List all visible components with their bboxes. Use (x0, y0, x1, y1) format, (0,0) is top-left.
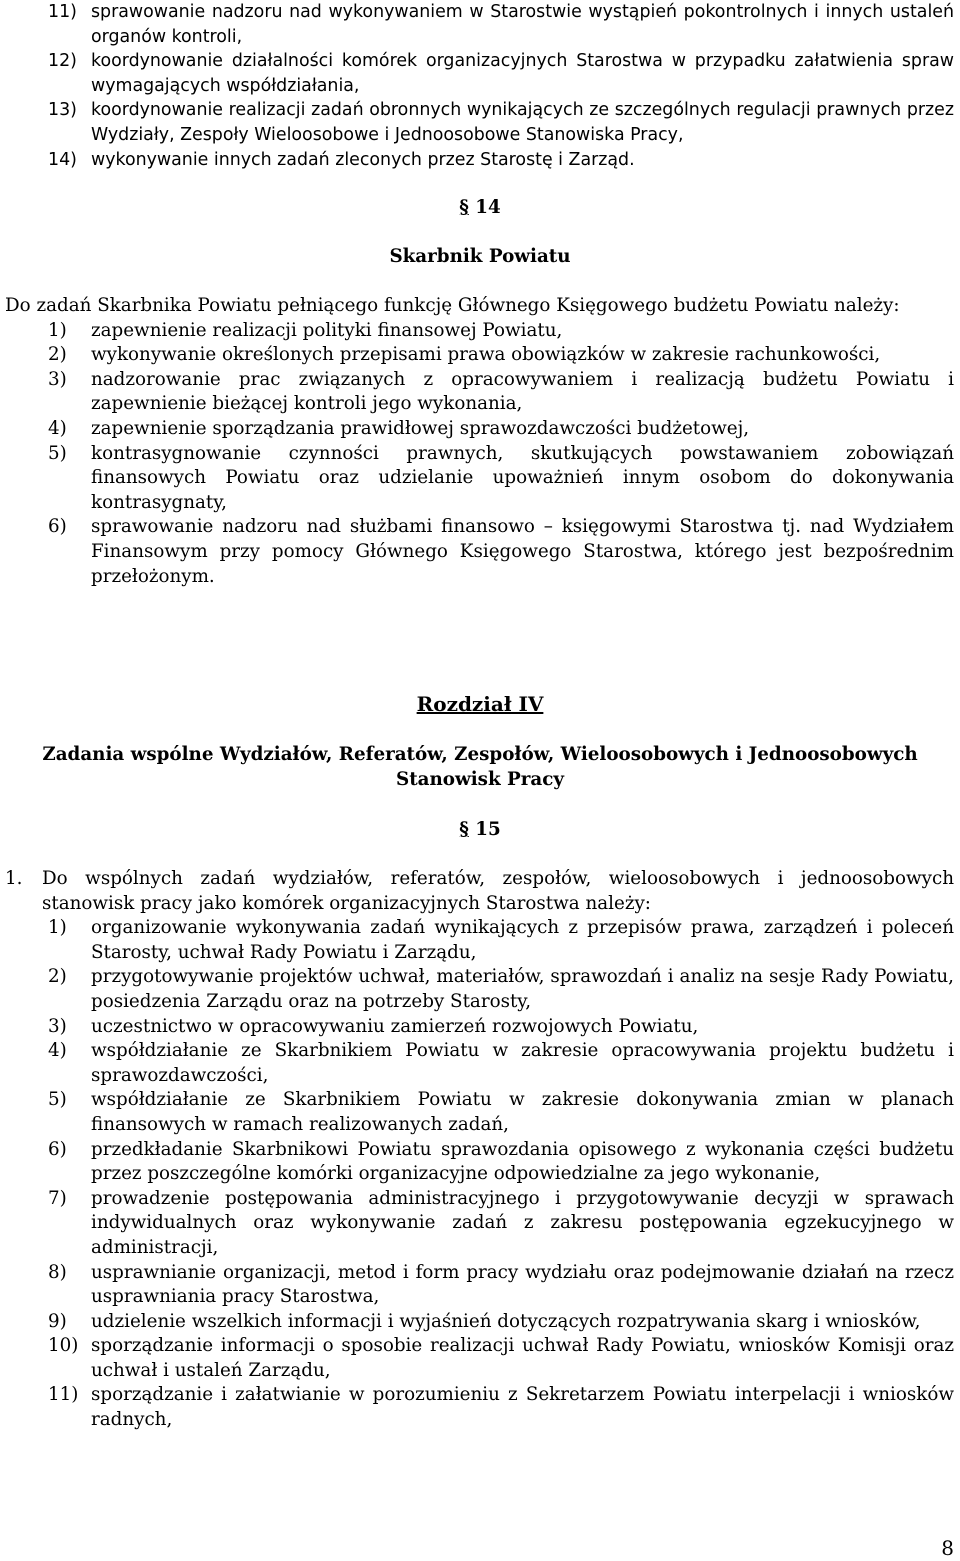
list-item-number: 9) (48, 1310, 67, 1332)
list-item (0, 0, 960, 49)
list-item-number: 7) (48, 1187, 67, 1209)
list-item (0, 148, 960, 173)
chapter-title: Rozdział IV (416, 692, 544, 716)
list-item (0, 1015, 960, 1040)
section-14-title: Skarbnik Powiatu (389, 246, 571, 267)
section-15-mark (0, 818, 960, 843)
list-item-number: 3) (48, 1015, 67, 1037)
list-item-text: koordynowanie działalności komórek organizacyjnych Starostwa w przypadku załatwienia spraw wymagających współdziałania, (91, 51, 954, 96)
list-item (0, 1310, 960, 1335)
list-item (0, 98, 960, 147)
list-item-number: 11) (48, 1384, 79, 1406)
point-text: Do wspólnych zadań wydziałów, referatów, zespołów, wieloosobowych i jednoosobowych stanowisk pracy jako komórek organizacyjnych Starostwa należy: (42, 868, 954, 914)
list-item-number: 6) (48, 516, 67, 538)
list-item-text: koordynowanie realizacji zadań obronnych wynikających ze szczególnych regulacji prawnych przez Wydziały, Zespoły Wieloosobowe i Jednoosobowe Stanowiska Pracy, (91, 100, 954, 145)
list-item-number: 5) (48, 442, 67, 464)
list-item-text: wykonywanie określonych przepisami prawa obowiązków w zakresie rachunkowości, (91, 344, 881, 366)
list-item-text: wykonywanie innych zadań zleconych przez Starostę i Zarząd. (91, 149, 635, 170)
list-item-number: 12) (48, 51, 77, 72)
section-14-body (0, 294, 960, 589)
list-item-number: 11) (48, 2, 77, 22)
list-item-text: kontrasygnowanie czynności prawnych, skutkujących powstawaniem zobowiązań finansowych Powiatu oraz udzielanie upoważnień innym osobom do dokonywania kontrasygnaty, (91, 442, 954, 513)
list-item-number: 4) (48, 1040, 67, 1062)
list-item (0, 1261, 960, 1310)
list-item (0, 916, 960, 965)
list-item-number: 1) (48, 917, 67, 939)
list-item (0, 417, 960, 442)
list-item (0, 1334, 960, 1383)
page-number: 8 (941, 1536, 954, 1560)
list-item-text: sporządzanie i załatwianie w porozumieniu z Sekretarzem Powiatu interpelacji i wniosków radnych, (91, 1384, 954, 1431)
list-item-text: uczestnictwo w opracowywaniu zamierzeń rozwojowych Powiatu, (91, 1015, 699, 1037)
section-symbol: § (459, 197, 469, 218)
list-item-text: prowadzenie postępowania administracyjnego i przygotowywanie decyzji w sprawach indywidualnych oraz wykonywanie zadań z zakresu postępowania egzekucyjnego w administracji, (91, 1187, 954, 1258)
list-item (0, 442, 960, 516)
list-item-number: 4) (48, 417, 67, 439)
list-item-text: udzielenie wszelkich informacji i wyjaśnień dotyczących rozpatrywania skarg i wniosków, (91, 1310, 921, 1332)
list-item (0, 1138, 960, 1187)
section-14-mark (0, 196, 960, 221)
list-item-number: 1) (48, 319, 67, 341)
section-number: 15 (475, 819, 501, 840)
list-item-text: przygotowywanie projektów uchwał, materiałów, sprawozdań i analiz na sesje Rady Powiatu, posiedzenia Zarządu oraz na potrzeby Starosty, (91, 966, 954, 1012)
list-item-text: sporządzanie informacji o sposobie realizacji uchwał Rady Powiatu, wniosków Komisji oraz uchwał i ustaleń Zarządu, (91, 1335, 954, 1381)
list-item (0, 515, 960, 589)
list-item (0, 319, 960, 344)
list-item (0, 343, 960, 368)
list-item (0, 1039, 960, 1088)
list-item-number: 6) (48, 1138, 67, 1160)
list-item-number: 8) (48, 1261, 67, 1283)
previous-section-list (0, 0, 960, 172)
list-item-text: sprawowanie nadzoru nad wykonywaniem w Starostwie wystąpień pokontrolnych i innych ustaleń organów kontroli, (91, 2, 954, 47)
list-item-text: usprawnianie organizacji, metod i form pracy wydziału oraz podejmowanie działań na rzecz usprawniania pracy Starostwa, (91, 1261, 954, 1308)
list-item (0, 1088, 960, 1137)
list-item-text: nadzorowanie prac związanych z opracowywaniem i realizacją budżetu Powiatu i zapewnienie bieżącej kontroli jego wykonania, (91, 368, 954, 415)
list-item-number: 3) (48, 368, 67, 390)
section-15-point (0, 867, 960, 916)
list-item-text: przedkładanie Skarbnikowi Powiatu sprawozdania opisowego z wykonania części budżetu przez poszczególne komórki organizacyjne odpowiedzialne za jego wykonanie, (91, 1138, 954, 1185)
list-item-text: organizowanie wykonywania zadań wynikających z przepisów prawa, zarządzeń i poleceń Starosty, uchwał Rady Powiatu i Zarządu, (91, 917, 954, 963)
point-number: 1. (5, 868, 23, 889)
section-15-body (0, 867, 960, 1433)
section-number: 14 (475, 197, 501, 218)
list-item-number: 10) (48, 1335, 79, 1357)
list-item-text: współdziałanie ze Skarbnikiem Powiatu w zakresie dokonywania zmian w planach finansowych w ramach realizowanych zadań, (91, 1089, 954, 1135)
list-item (0, 965, 960, 1014)
list-item-text: sprawowanie nadzoru nad służbami finansowo – księgowymi Starostwa tj. nad Wydziałem Finansowym przy pomocy Głównego Księgowego Starostwa, którego jest bezpośrednim przełożonym. (91, 516, 954, 587)
list-item-text: współdziałanie ze Skarbnikiem Powiatu w zakresie opracowywania projektu budżetu i sprawozdawczości, (91, 1040, 954, 1086)
list-item-number: 2) (48, 966, 67, 988)
chapter-subtitle: Zadania wspólne Wydziałów, Referatów, Zespołów, Wieloosobowych i Jednoosobowych Stanowisk Pracy (42, 744, 918, 790)
list-item-text: zapewnienie sporządzania prawidłowej sprawozdawczości budżetowej, (91, 417, 750, 439)
list-item (0, 1187, 960, 1261)
section-symbol: § (459, 819, 469, 840)
list-item-number: 2) (48, 344, 67, 366)
section-14-intro: Do zadań Skarbnika Powiatu pełniącego funkcję Głównego Księgowego budżetu Powiatu należy: (5, 295, 900, 316)
list-item (0, 368, 960, 417)
list-item (0, 1383, 960, 1432)
list-item-number: 5) (48, 1089, 67, 1111)
list-item-text: zapewnienie realizacji polityki finansowej Powiatu, (91, 319, 563, 341)
list-item (0, 49, 960, 98)
list-item-number: 14) (48, 149, 77, 170)
list-item-number: 13) (48, 100, 77, 121)
